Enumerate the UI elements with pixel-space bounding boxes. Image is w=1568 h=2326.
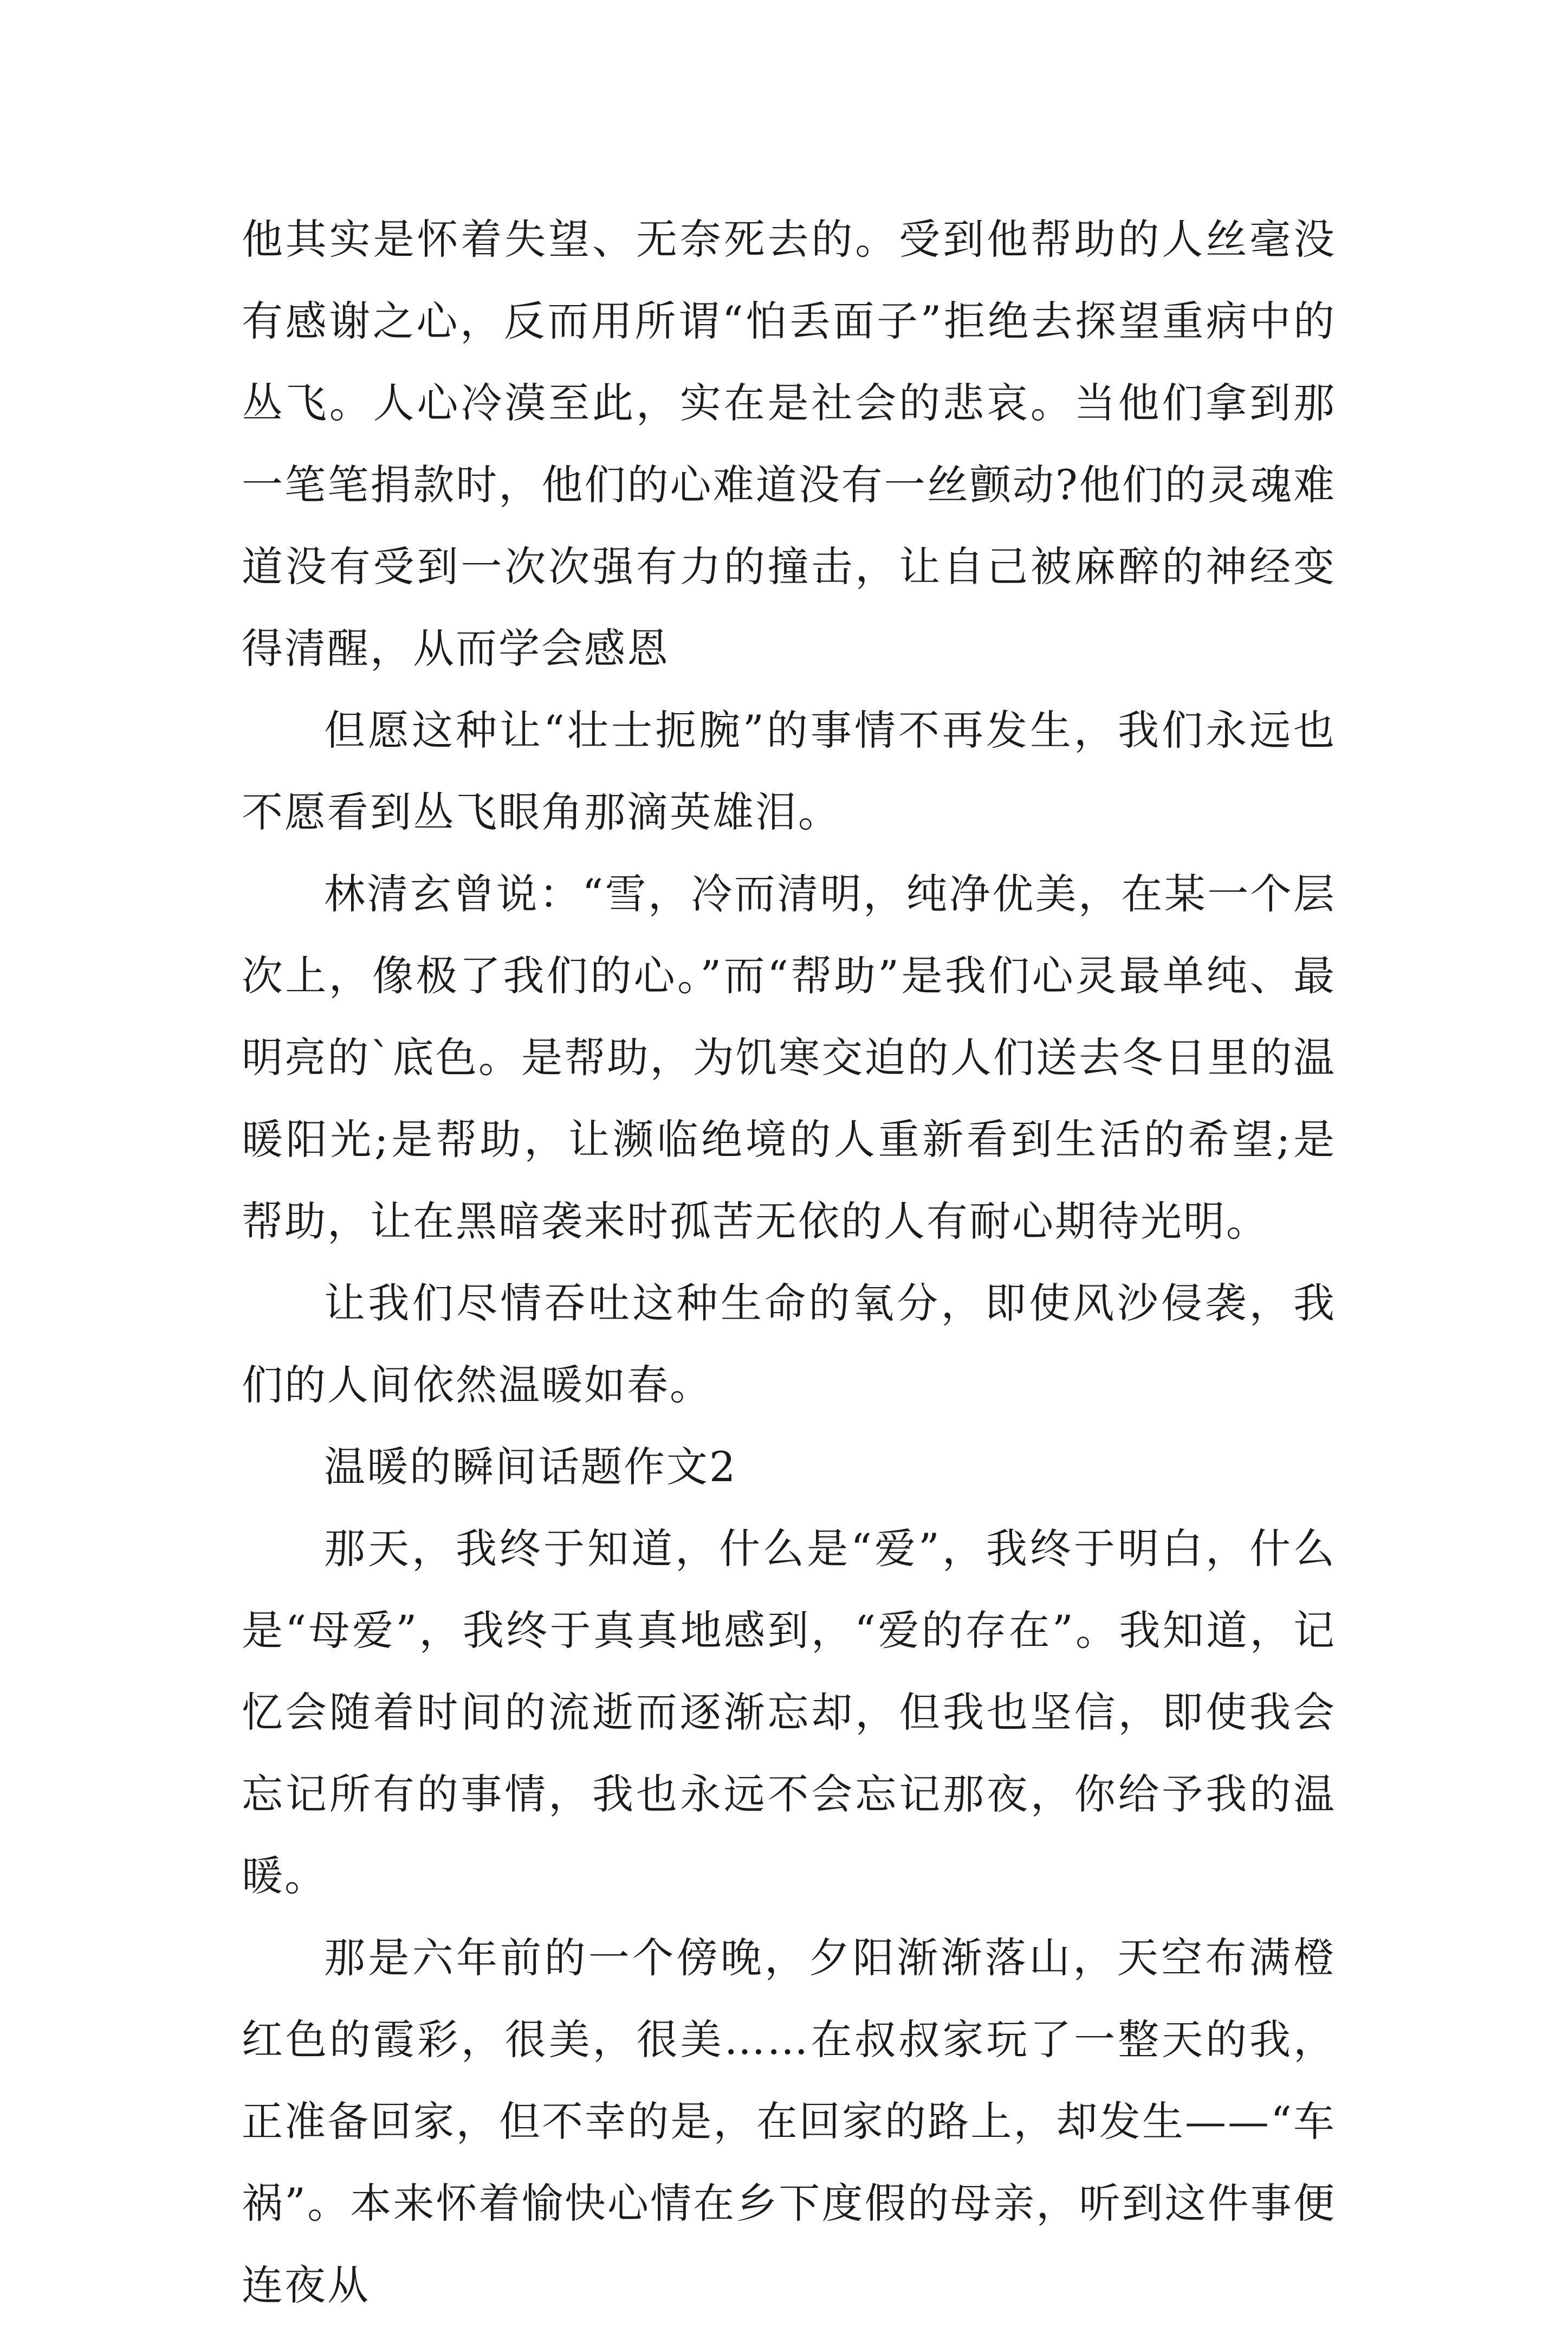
paragraph: 但愿这种让“壮士扼腕”的事情不再发生，我们永远也不愿看到丛飞眼角那滴英雄泪。 [242,706,1336,836]
paragraph-continuation: 他其实是怀着失望、无奈死去的。受到他帮助的人丝毫没有感谢之心，反而用所谓“怕丢面子”拒绝去探望重病中的丛飞。人心冷漠至此，实在是社会的悲哀。当他们拿到那一笔笔捐款时，他们的心难道没有一丝颤动?他们的灵魂难道没有受到一次次强有力的撞击，让自己被麻醉的神经变得清醒，从而学会感恩 [242,215,1336,673]
paragraph: 那天，我终于知道，什么是“爱”，我终于明白，什么是“母爱”，我终于真真地感到，“爱的存在”。我知道，记忆会随着时间的流逝而逐渐忘却，但我也坚信，即使我会忘记所有的事情，我也永远不会忘记那夜，你给予我的温暖。 [242,1524,1336,1900]
article-body [242,198,1336,2326]
paragraph: 那是六年前的一个傍晚，夕阳渐渐落山，天空布满橙红色的霞彩，很美，很美……在叔叔家玩了一整天的我，正准备回家，但不幸的是，在回家的路上，却发生——“车祸”。本来怀着愉快心情在乡下度假的母亲，听到这件事便连夜从 [242,1934,1336,2309]
section-heading: 温暖的瞬间话题作文2 [324,1443,737,1491]
paragraph: 让我们尽情吞吐这种生命的氧分，即使风沙侵袭，我们的人间依然温暖如春。 [242,1279,1336,1409]
paragraph: 林清玄曾说：“雪，冷而清明，纯净优美，在某一个层次上，像极了我们的心。”而“帮助”是我们心灵最单纯、最明亮的`底色。是帮助，为饥寒交迫的人们送去冬日里的温暖阳光;是帮助，让濒临绝境的人重新看到生活的希望;是帮助，让在黑暗袭来时孤苦无依的人有耐心期待光明。 [242,870,1336,1245]
